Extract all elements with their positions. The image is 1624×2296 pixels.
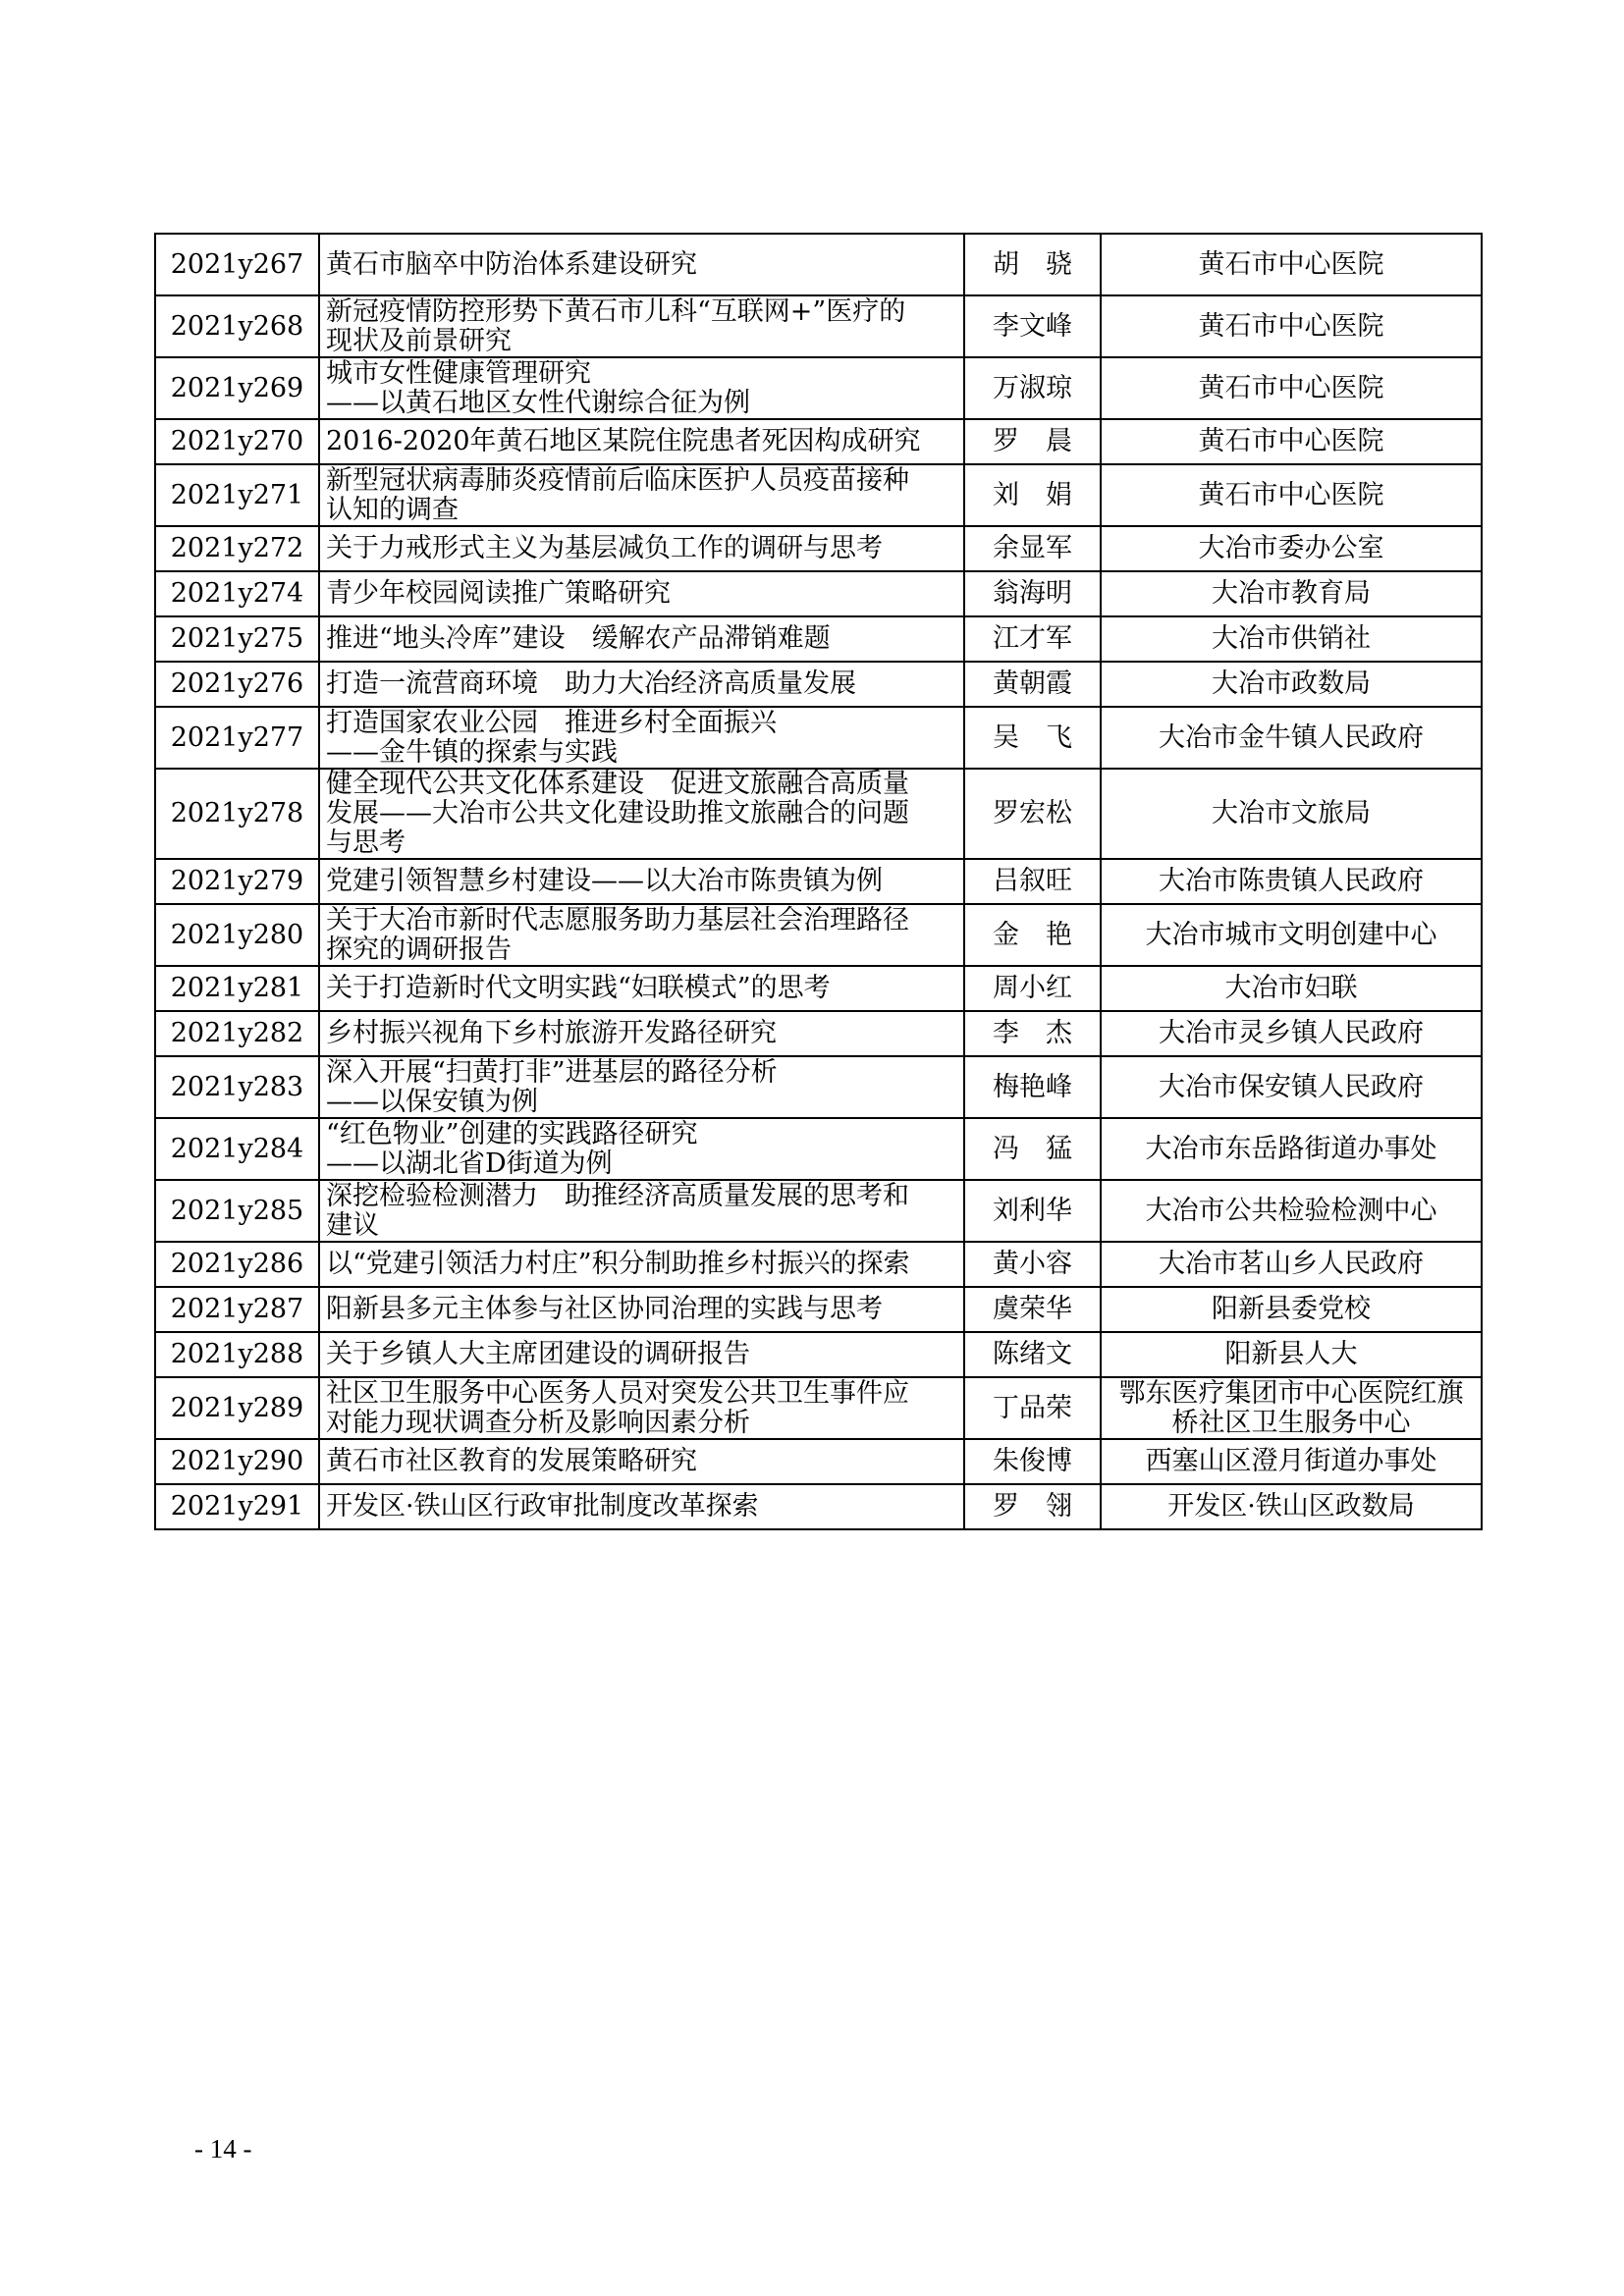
table-row <box>155 357 1482 419</box>
project-code-cell: 2021y277 <box>155 707 319 769</box>
project-title-cell <box>319 1011 964 1056</box>
project-title-cell-line: 关于力戒形式主义为基层减负工作的调研与思考 <box>326 533 883 563</box>
project-author-cell: 罗 翎 <box>964 1484 1101 1529</box>
project-code-cell: 2021y290 <box>155 1439 319 1484</box>
project-code-cell: 2021y276 <box>155 662 319 707</box>
project-title-cell-line: 乡村振兴视角下乡村旅游开发路径研究 <box>326 1018 777 1048</box>
table-row <box>155 1118 1482 1180</box>
project-author-cell: 万淑琼 <box>964 357 1101 419</box>
project-author-cell: 周小红 <box>964 966 1101 1011</box>
project-unit-cell-line: 大冶市供销社 <box>1212 623 1371 654</box>
table-row <box>155 234 1482 295</box>
project-unit-cell-line: 大冶市金牛镇人民政府 <box>1159 721 1424 753</box>
project-author-cell: 陈绪文 <box>964 1332 1101 1377</box>
project-author-cell: 梅艳峰 <box>964 1056 1101 1118</box>
project-title-cell-line: 建议 <box>326 1209 379 1241</box>
project-code-cell: 2021y275 <box>155 616 319 662</box>
project-title-cell <box>319 1287 964 1332</box>
table-body <box>155 234 1482 1529</box>
project-author-cell: 黄朝霞 <box>964 662 1101 707</box>
project-unit-cell-line: 大冶市政数局 <box>1212 668 1371 699</box>
table-row <box>155 1287 1482 1332</box>
project-title-cell <box>319 859 964 904</box>
project-code-cell: 2021y286 <box>155 1242 319 1287</box>
project-author-cell: 翁海明 <box>964 571 1101 616</box>
project-unit-cell-line: 阳新县委党校 <box>1212 1294 1371 1324</box>
project-author-cell: 罗 晨 <box>964 419 1101 464</box>
table-row <box>155 526 1482 571</box>
table-row <box>155 1180 1482 1242</box>
project-author-cell: 罗宏松 <box>964 769 1101 859</box>
project-title-cell-line: 健全现代公共文化体系建设 促进文旅融合高质量 <box>326 769 909 799</box>
project-title-cell <box>319 526 964 571</box>
project-title-cell <box>319 904 964 966</box>
project-title-cell-line: ——金牛镇的探索与实践 <box>326 736 618 768</box>
project-list-table <box>154 233 1483 1530</box>
project-code-cell: 2021y271 <box>155 464 319 526</box>
project-unit-cell <box>1101 1118 1482 1180</box>
project-title-cell-line: 对能力现状调查分析及影响因素分析 <box>326 1407 750 1438</box>
project-title-cell <box>319 1180 964 1242</box>
project-unit-cell <box>1101 1011 1482 1056</box>
table-row <box>155 1439 1482 1484</box>
project-title-cell <box>319 1377 964 1439</box>
project-title-cell-line: 青少年校园阅读推广策略研究 <box>326 578 671 609</box>
project-title-cell-line: 关于乡镇人大主席团建设的调研报告 <box>326 1339 750 1369</box>
table-row <box>155 1242 1482 1287</box>
project-unit-cell-line: 大冶市公共检验检测中心 <box>1145 1195 1437 1226</box>
project-unit-cell <box>1101 1332 1482 1377</box>
project-author-cell: 黄小容 <box>964 1242 1101 1287</box>
project-code-cell: 2021y270 <box>155 419 319 464</box>
project-unit-cell-line: 大冶市保安镇人民政府 <box>1159 1071 1424 1102</box>
project-code-cell: 2021y287 <box>155 1287 319 1332</box>
project-title-cell-line: 关于大冶市新时代志愿服务助力基层社会治理路径 <box>326 904 909 935</box>
project-unit-cell-line: 大冶市教育局 <box>1212 578 1371 609</box>
project-author-cell: 李文峰 <box>964 295 1101 357</box>
project-title-cell-line: 发展——大冶市公共文化建设助推文旅融合的问题 <box>326 798 909 828</box>
table-row <box>155 769 1482 859</box>
project-unit-cell <box>1101 571 1482 616</box>
project-author-cell: 朱俊博 <box>964 1439 1101 1484</box>
project-title-cell-line: 与思考 <box>326 828 406 858</box>
project-author-cell: 余显军 <box>964 526 1101 571</box>
project-title-cell <box>319 1439 964 1484</box>
project-unit-cell <box>1101 966 1482 1011</box>
project-unit-cell <box>1101 1180 1482 1242</box>
project-title-cell <box>319 234 964 295</box>
table-row <box>155 904 1482 966</box>
project-title-cell <box>319 464 964 526</box>
project-author-cell: 丁品荣 <box>964 1377 1101 1439</box>
table-row <box>155 1056 1482 1118</box>
project-unit-cell-line: 大冶市茗山乡人民政府 <box>1159 1249 1424 1279</box>
project-title-cell-line: 党建引领智慧乡村建设——以大冶市陈贵镇为例 <box>326 866 883 896</box>
project-code-cell: 2021y289 <box>155 1377 319 1439</box>
project-title-cell-line: 城市女性健康管理研究 <box>326 357 591 389</box>
project-unit-cell <box>1101 419 1482 464</box>
project-unit-cell-line: 西塞山区澄月街道办事处 <box>1145 1446 1437 1476</box>
project-title-cell-line: 开发区·铁山区行政审批制度改革探索 <box>326 1491 759 1522</box>
project-title-cell <box>319 1484 964 1529</box>
project-author-cell: 冯 猛 <box>964 1118 1101 1180</box>
project-title-cell <box>319 419 964 464</box>
project-title-cell-line: 社区卫生服务中心医务人员对突发公共卫生事件应 <box>326 1377 909 1409</box>
project-title-cell <box>319 295 964 357</box>
project-unit-cell <box>1101 1439 1482 1484</box>
project-code-cell: 2021y267 <box>155 234 319 295</box>
project-unit-cell <box>1101 616 1482 662</box>
project-title-cell-line: 阳新县多元主体参与社区协同治理的实践与思考 <box>326 1294 883 1324</box>
project-title-cell <box>319 1242 964 1287</box>
project-title-cell-line: ——以黄石地区女性代谢综合征为例 <box>326 387 750 418</box>
project-code-cell: 2021y281 <box>155 966 319 1011</box>
project-unit-cell-line: 阳新县人大 <box>1224 1339 1358 1369</box>
table-row <box>155 419 1482 464</box>
project-title-cell <box>319 1118 964 1180</box>
page-number: - 14 - <box>194 2134 252 2163</box>
table-row <box>155 295 1482 357</box>
project-title-cell-line: 黄石市社区教育的发展策略研究 <box>326 1446 697 1476</box>
project-title-cell-line: 黄石市脑卒中防治体系建设研究 <box>326 248 697 280</box>
project-unit-cell <box>1101 769 1482 859</box>
table-row <box>155 1377 1482 1439</box>
project-unit-cell-line: 大冶市委办公室 <box>1198 533 1384 563</box>
table-row <box>155 966 1482 1011</box>
project-code-cell: 2021y284 <box>155 1118 319 1180</box>
table-row <box>155 707 1482 769</box>
project-title-cell <box>319 1332 964 1377</box>
project-title-cell-line: 2016-2020年黄石地区某院住院患者死因构成研究 <box>326 426 921 456</box>
project-unit-cell-line: 黄石市中心医院 <box>1198 248 1384 280</box>
project-code-cell: 2021y272 <box>155 526 319 571</box>
project-author-cell: 吴 飞 <box>964 707 1101 769</box>
project-unit-cell <box>1101 662 1482 707</box>
project-author-cell: 虞荣华 <box>964 1287 1101 1332</box>
project-unit-cell <box>1101 1377 1482 1439</box>
project-title-cell-line: 推进“地头冷库”建设 缓解农产品滞销难题 <box>326 623 831 654</box>
project-unit-cell-line: 黄石市中心医院 <box>1198 310 1384 342</box>
project-unit-cell <box>1101 1484 1482 1529</box>
project-title-cell <box>319 616 964 662</box>
project-title-cell-line: 深入开展“扫黄打非”进基层的路径分析 <box>326 1056 778 1088</box>
project-code-cell: 2021y279 <box>155 859 319 904</box>
project-code-cell: 2021y288 <box>155 1332 319 1377</box>
project-title-cell-line: “红色物业”创建的实践路径研究 <box>326 1118 698 1149</box>
project-unit-cell-line: 桥社区卫生服务中心 <box>1171 1407 1411 1438</box>
project-title-cell-line: 关于打造新时代文明实践“妇联模式”的思考 <box>326 973 831 1003</box>
project-title-cell <box>319 769 964 859</box>
project-code-cell: 2021y282 <box>155 1011 319 1056</box>
project-unit-cell-line: 大冶市东岳路街道办事处 <box>1145 1133 1437 1164</box>
project-unit-cell <box>1101 859 1482 904</box>
project-code-cell: 2021y283 <box>155 1056 319 1118</box>
project-title-cell <box>319 357 964 419</box>
project-code-cell: 2021y278 <box>155 769 319 859</box>
project-title-cell-line: 打造国家农业公园 推进乡村全面振兴 <box>326 707 777 738</box>
project-code-cell: 2021y269 <box>155 357 319 419</box>
project-title-cell-line: ——以保安镇为例 <box>326 1086 538 1117</box>
project-unit-cell-line: 黄石市中心医院 <box>1198 479 1384 510</box>
project-unit-cell <box>1101 1242 1482 1287</box>
project-title-cell-line: 以“党建引领活力村庄”积分制助推乡村振兴的探索 <box>326 1249 910 1279</box>
project-code-cell: 2021y268 <box>155 295 319 357</box>
project-unit-cell-line: 大冶市灵乡镇人民政府 <box>1159 1018 1424 1048</box>
project-author-cell: 江才军 <box>964 616 1101 662</box>
project-code-cell: 2021y280 <box>155 904 319 966</box>
project-author-cell: 刘 娟 <box>964 464 1101 526</box>
project-title-cell-line: 打造一流营商环境 助力大冶经济高质量发展 <box>326 668 856 699</box>
table-row <box>155 1484 1482 1529</box>
project-unit-cell <box>1101 707 1482 769</box>
project-title-cell <box>319 571 964 616</box>
project-unit-cell <box>1101 904 1482 966</box>
table-row <box>155 859 1482 904</box>
project-author-cell: 李 杰 <box>964 1011 1101 1056</box>
project-unit-cell-line: 大冶市陈贵镇人民政府 <box>1159 866 1424 896</box>
project-unit-cell-line: 黄石市中心医院 <box>1198 372 1384 403</box>
project-title-cell-line: 新冠疫情防控形势下黄石市儿科“互联网+”医疗的 <box>326 295 906 327</box>
project-author-cell: 胡 骁 <box>964 234 1101 295</box>
project-code-cell: 2021y291 <box>155 1484 319 1529</box>
project-unit-cell <box>1101 464 1482 526</box>
project-unit-cell-line: 鄂东医疗集团市中心医院红旗 <box>1118 1377 1464 1409</box>
project-unit-cell <box>1101 357 1482 419</box>
project-unit-cell-line: 大冶市文旅局 <box>1212 798 1371 828</box>
table-row <box>155 662 1482 707</box>
project-unit-cell <box>1101 1056 1482 1118</box>
project-title-cell-line: 认知的调查 <box>326 494 459 525</box>
table-row <box>155 571 1482 616</box>
project-title-cell <box>319 662 964 707</box>
project-title-cell-line: 现状及前景研究 <box>326 325 512 356</box>
project-unit-cell <box>1101 295 1482 357</box>
project-title-cell <box>319 966 964 1011</box>
project-unit-cell <box>1101 1287 1482 1332</box>
project-title-cell-line: 新型冠状病毒肺炎疫情前后临床医护人员疫苗接种 <box>326 464 909 496</box>
project-title-cell <box>319 1056 964 1118</box>
project-title-cell-line: ——以湖北省D街道为例 <box>326 1148 613 1179</box>
table-row <box>155 464 1482 526</box>
project-unit-cell-line: 开发区·铁山区政数局 <box>1167 1491 1415 1522</box>
project-title-cell-line: 深挖检验检测潜力 助推经济高质量发展的思考和 <box>326 1180 909 1211</box>
project-title-cell <box>319 707 964 769</box>
project-unit-cell <box>1101 526 1482 571</box>
project-code-cell: 2021y274 <box>155 571 319 616</box>
table-row <box>155 616 1482 662</box>
project-author-cell: 金 艳 <box>964 904 1101 966</box>
project-author-cell: 刘利华 <box>964 1180 1101 1242</box>
project-author-cell: 吕叙旺 <box>964 859 1101 904</box>
project-unit-cell-line: 黄石市中心医院 <box>1198 426 1384 456</box>
table-row <box>155 1332 1482 1377</box>
project-code-cell: 2021y285 <box>155 1180 319 1242</box>
project-title-cell-line: 探究的调研报告 <box>326 934 512 965</box>
project-unit-cell-line: 大冶市城市文明创建中心 <box>1145 919 1437 950</box>
project-unit-cell-line: 大冶市妇联 <box>1224 973 1358 1003</box>
table-row <box>155 1011 1482 1056</box>
project-unit-cell <box>1101 234 1482 295</box>
